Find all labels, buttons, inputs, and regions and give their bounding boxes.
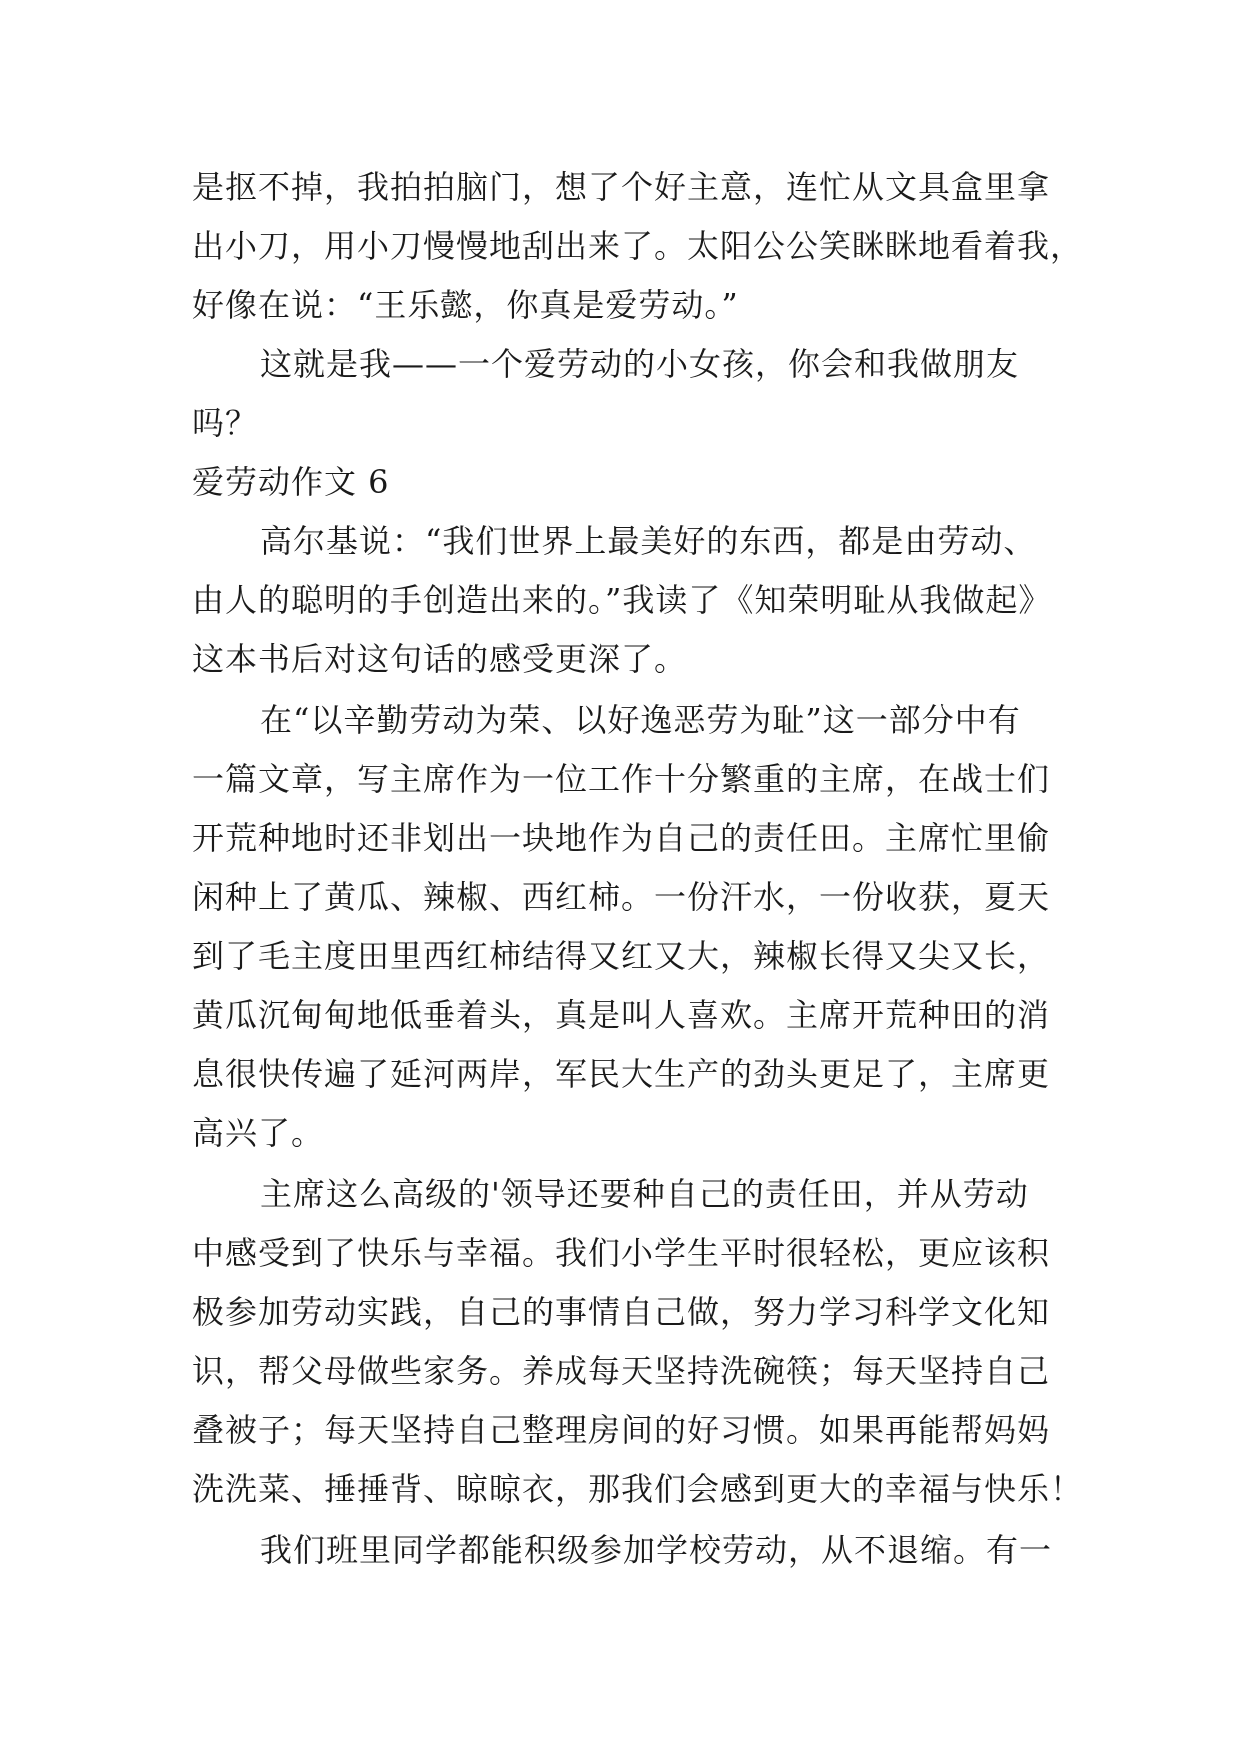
paragraph-line: 识，帮父母做些家务。养成每天坚持洗碗筷；每天坚持自己 <box>192 1352 1051 1390</box>
paragraph-line: 洗洗菜、捶捶背、晾晾衣，那我们会感到更大的幸福与快乐！ <box>192 1470 1084 1508</box>
paragraph-line: 在“以辛勤劳动为荣、以好逸恶劳为耻”这一部分中有 <box>260 701 1021 739</box>
paragraph-line: 好像在说：“王乐懿，你真是爱劳动。” <box>192 286 739 324</box>
paragraph-line: 高尔基说：“我们世界上最美好的东西，都是由劳动、 <box>260 522 1037 560</box>
paragraph-line: 主席这么高级的'领导还要种自己的责任田，并从劳动 <box>260 1175 1029 1213</box>
paragraph-line: 到了毛主度田里西红柿结得又红又大，辣椒长得又尖又长， <box>192 937 1051 975</box>
paragraph-line: 一篇文章，写主席作为一位工作十分繁重的主席，在战士们 <box>192 760 1051 798</box>
paragraph-line: 吗？ <box>192 404 259 442</box>
section-heading: 爱劳动作文 6 <box>192 463 390 501</box>
paragraph-line: 叠被子；每天坚持自己整理房间的好习惯。如果再能帮妈妈 <box>192 1411 1051 1449</box>
paragraph-line: 开荒种地时还非划出一块地作为自己的责任田。主席忙里偷 <box>192 819 1051 857</box>
document-body <box>192 158 1084 1580</box>
paragraph-line: 是抠不掉，我拍拍脑门，想了个好主意，连忙从文具盒里拿 <box>192 168 1051 206</box>
paragraph-line: 闲种上了黄瓜、辣椒、西红柿。一份汗水，一份收获，夏天 <box>192 878 1051 916</box>
paragraph-line: 这就是我——一个爱劳动的小女孩，你会和我做朋友 <box>260 345 1020 383</box>
paragraph-line: 息很快传遍了延河两岸，军民大生产的劲头更足了，主席更 <box>192 1055 1051 1093</box>
paragraph-line: 黄瓜沉甸甸地低垂着头，真是叫人喜欢。主席开荒种田的消 <box>192 996 1051 1034</box>
paragraph-line: 我们班里同学都能积级参加学校劳动，从不退缩。有一 <box>260 1531 1053 1569</box>
paragraph-line: 出小刀，用小刀慢慢地刮出来了。太阳公公笑眯眯地看着我， <box>192 227 1084 265</box>
paragraph-line: 由人的聪明的手创造出来的。”我读了《知荣明耻从我做起》 <box>192 581 1052 619</box>
paragraph-line: 高兴了。 <box>192 1114 325 1152</box>
paragraph-line: 极参加劳动实践，自己的事情自己做，努力学习科学文化知 <box>192 1293 1051 1331</box>
paragraph-line: 这本书后对这句话的感受更深了。 <box>192 640 688 678</box>
paragraph-line: 中感受到了快乐与幸福。我们小学生平时很轻松，更应该积 <box>192 1234 1051 1272</box>
